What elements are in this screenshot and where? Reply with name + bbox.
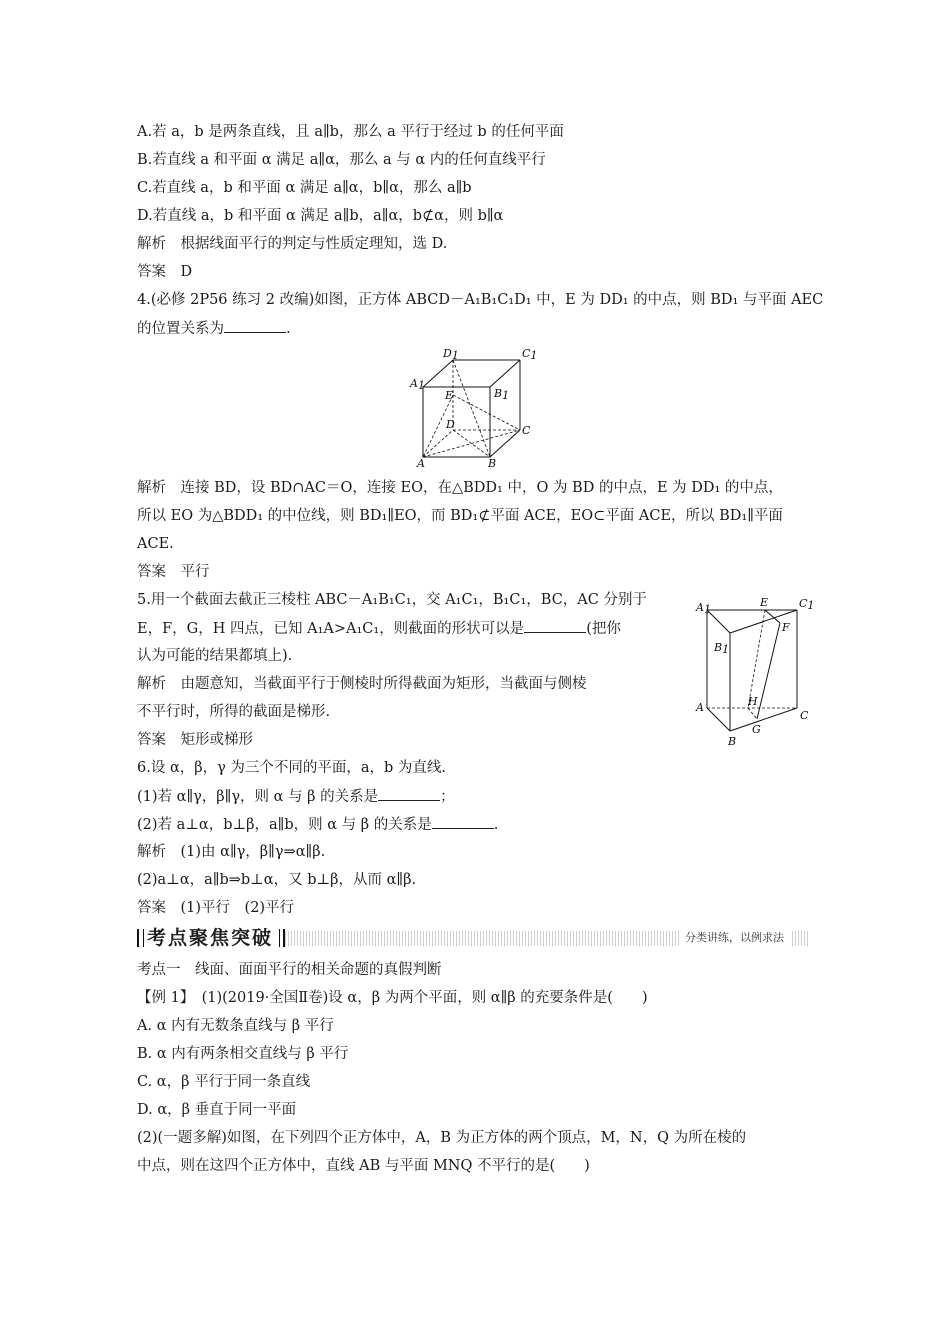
analysis-5-line1: 解析 由题意知，当截面平行于侧棱时所得截面为矩形，当截面与侧棱	[137, 676, 587, 692]
option-d: D.若直线 a，b 和平面 α 满足 a∥b，a∥α，b⊄α，则 b∥α	[137, 208, 504, 224]
answer-6: 答案 (1)平行 (2)平行	[137, 900, 295, 916]
label-c1: C1	[799, 597, 815, 612]
analysis-4-line2: 所以 EO 为△BDD₁ 的中位线，则 BD₁∥EO，而 BD₁⊄平面 ACE，EO⊂平面 ACE，所以 BD₁∥平面	[137, 508, 783, 524]
label-f: F	[782, 621, 790, 634]
question-5-cont2: 认为可能的结果都填上).	[137, 648, 293, 664]
label-b: B	[488, 457, 497, 470]
analysis-5-line2: 不平行时，所得的截面是梯形.	[137, 704, 331, 720]
example-option-b: B. α 内有两条相交直线与 β 平行	[137, 1046, 349, 1062]
example-option-a: A. α 内有无数条直线与 β 平行	[137, 1018, 334, 1034]
prism-figure	[690, 593, 815, 753]
banner-tag: 分类讲练，以例求法	[679, 930, 790, 946]
answer-3: 答案 D	[137, 264, 193, 280]
label-c: C	[522, 424, 531, 437]
topic-heading: 考点一 线面、面面平行的相关命题的真假判断	[137, 962, 442, 978]
label-b: B	[728, 735, 737, 748]
analysis-6-line2: (2)a⊥α，a∥b⇒b⊥α，又 b⊥β，从而 α∥β.	[137, 872, 417, 888]
answer-5: 答案 矩形或梯形	[137, 732, 253, 748]
label-a: A	[696, 701, 704, 714]
example-option-d: D. α，β 垂直于同一平面	[137, 1102, 297, 1118]
answer-blank	[224, 318, 286, 333]
question-4: 4.(必修 2P56 练习 2 改编)如图，正方体 ABCD－A₁B₁C₁D₁ 中，E 为 DD₁ 的中点，则 BD₁ 与平面 AEC	[137, 292, 824, 308]
label-g: G	[752, 723, 761, 736]
option-c: C.若直线 a，b 和平面 α 满足 a∥α，b∥α，那么 a∥b	[137, 180, 472, 196]
example-1: 【例 1】 (1)(2019·全国Ⅱ卷)设 α，β 为两个平面，则 α∥β 的充要条件是( )	[137, 990, 648, 1006]
label-d: D	[446, 418, 455, 431]
label-e: E	[760, 596, 769, 609]
example-2: (2)(一题多解)如图，在下列四个正方体中，A，B 为正方体的两个顶点，M，N，Q 为所在棱的	[137, 1130, 747, 1146]
answer-4: 答案 平行	[137, 564, 210, 580]
option-a: A.若 a，b 是两条直线，且 a∥b，那么 a 平行于经过 b 的任何平面	[137, 124, 564, 140]
question-6-part1: (1)若 α∥γ，β∥γ，则 α 与 β 的关系是 ；	[137, 786, 455, 807]
banner-left-mark	[137, 929, 144, 947]
question-5-cont: E，F，G，H 四点，已知 A₁A>A₁C₁，则截面的形状可以是 (把你	[137, 618, 621, 639]
answer-blank	[524, 618, 586, 633]
label-b1: B1	[494, 387, 510, 402]
section-banner	[137, 927, 810, 949]
label-e: E	[445, 389, 454, 402]
label-d1: D1	[443, 347, 459, 362]
example-option-c: C. α，β 平行于同一条直线	[137, 1074, 311, 1090]
analysis-4-line3: ACE.	[137, 536, 174, 552]
banner-title: 考点聚焦突破	[147, 927, 274, 949]
label-a1: A1	[696, 601, 711, 616]
option-b: B.若直线 a 和平面 α 满足 a∥α，那么 a 与 α 内的任何直线平行	[137, 152, 546, 168]
question-5: 5.用一个截面去截正三棱柱 ABC－A₁B₁C₁，交 A₁C₁，B₁C₁，BC，AC 分别于	[137, 592, 647, 608]
cube-figure	[408, 345, 548, 470]
label-a: A	[417, 457, 425, 470]
analysis-3: 解析 根据线面平行的判定与性质定理知，选 D.	[137, 236, 448, 252]
label-a1: A1	[410, 377, 425, 392]
analysis-4-line1: 解析 连接 BD，设 BD∩AC＝O，连接 EO，在△BDD₁ 中，O 为 BD 的中点，E 为 DD₁ 的中点，	[137, 480, 783, 496]
analysis-6-line1: 解析 (1)由 α∥γ，β∥γ⇒α∥β.	[137, 844, 326, 860]
question-6: 6.设 α，β，γ 为三个不同的平面，a，b 为直线.	[137, 760, 447, 776]
question-6-part2: (2)若 a⊥α，b⊥β，a∥b，则 α 与 β 的关系是 .	[137, 814, 498, 835]
answer-blank	[432, 814, 494, 829]
example-2-cont: 中点，则在这四个正方体中，直线 AB 与平面 MNQ 不平行的是( )	[137, 1158, 590, 1174]
label-c: C	[800, 709, 809, 722]
label-b1: B1	[714, 641, 730, 656]
question-4-cont: 的位置关系为 .	[137, 318, 291, 339]
label-c1: C1	[522, 347, 538, 362]
label-h: H	[748, 695, 758, 708]
answer-blank	[378, 786, 440, 801]
